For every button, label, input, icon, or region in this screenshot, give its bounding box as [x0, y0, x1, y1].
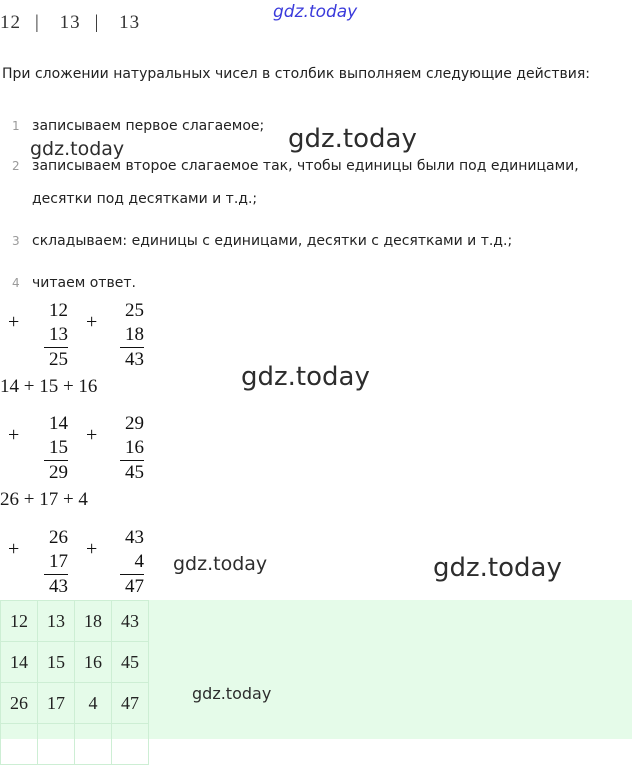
addend-top: 12	[49, 300, 68, 321]
addition-column	[120, 412, 144, 485]
table-cell: 43	[112, 601, 149, 642]
watermark: gdz.today	[30, 138, 125, 160]
sum-result: 25	[44, 347, 68, 372]
table-cell	[1, 724, 38, 765]
table-cell: 15	[38, 642, 75, 683]
step-text: записываем второе слагаемое так, чтобы единицы были под единицами,	[32, 158, 579, 174]
addition-column	[44, 299, 68, 372]
plus-sign: +	[8, 538, 20, 560]
watermark: gdz.today	[288, 124, 417, 154]
sum-result: 43	[120, 347, 144, 372]
addend-top: 43	[125, 527, 144, 548]
table-cell: 18	[75, 601, 112, 642]
step-item	[12, 118, 264, 134]
cut-off-row: 12 | 13 | 13	[0, 12, 141, 33]
sum-result: 29	[44, 460, 68, 485]
table-row	[1, 683, 149, 724]
addend-top: 29	[125, 413, 144, 434]
cut-number: 13	[59, 12, 81, 33]
sum-result: 43	[44, 574, 68, 599]
step-number: 4	[12, 276, 20, 290]
sum-result: 47	[120, 574, 144, 599]
watermark: gdz.today	[192, 684, 272, 703]
sum-result: 45	[120, 460, 144, 485]
cut-number: 13	[119, 12, 141, 33]
table-cell: 47	[112, 683, 149, 724]
step-number: 1	[12, 119, 20, 133]
plus-sign: +	[86, 538, 98, 560]
table-cell: 17	[38, 683, 75, 724]
table-cell	[75, 724, 112, 765]
table-cell: 13	[38, 601, 75, 642]
answer-table	[0, 600, 149, 765]
addition-column	[44, 412, 68, 485]
plus-sign: +	[86, 424, 98, 446]
table-row	[1, 642, 149, 683]
watermark: gdz.today	[241, 362, 370, 392]
table-cell: 14	[1, 642, 38, 683]
plus-sign: +	[8, 311, 20, 333]
step-text-continued: десятки под десятками и т.д.;	[32, 191, 258, 207]
step-number: 3	[12, 234, 20, 248]
table-cell	[112, 724, 149, 765]
addend-bottom: 15	[49, 437, 68, 458]
addend-top: 25	[125, 300, 144, 321]
addend-bottom: 4	[134, 551, 144, 572]
top-watermark: gdz.today	[273, 2, 358, 22]
table-cell: 45	[112, 642, 149, 683]
addend-top: 14	[49, 413, 68, 434]
plus-sign: +	[86, 311, 98, 333]
addend-bottom: 18	[125, 324, 144, 345]
table-cell: 26	[1, 683, 38, 724]
watermark: gdz.today	[433, 553, 562, 583]
step-item	[12, 158, 579, 207]
addend-top: 26	[49, 527, 68, 548]
step-number: 2	[12, 159, 20, 173]
table-row	[1, 724, 149, 765]
table-row	[1, 601, 149, 642]
step-item	[12, 233, 512, 249]
answer-table-panel	[0, 600, 632, 739]
addition-column	[44, 526, 68, 599]
addend-bottom: 17	[49, 551, 68, 572]
intro-text: При сложении натуральных чисел в столбик выполняем следующие действия:	[2, 66, 591, 82]
step-text: читаем ответ.	[32, 275, 136, 291]
addition-column	[120, 299, 144, 372]
addend-bottom: 16	[125, 437, 144, 458]
addition-column	[120, 526, 144, 599]
cut-number: 12	[0, 12, 21, 33]
expression: 26 + 17 + 4	[0, 489, 88, 510]
table-cell	[38, 724, 75, 765]
table-cell: 12	[1, 601, 38, 642]
table-cell: 16	[75, 642, 112, 683]
plus-sign: +	[8, 424, 20, 446]
step-text: записываем первое слагаемое;	[32, 118, 265, 134]
addend-bottom: 13	[49, 324, 68, 345]
step-text: складываем: единицы с единицами, десятки с десятками и т.д.;	[32, 233, 513, 249]
watermark: gdz.today	[173, 553, 268, 575]
expression: 14 + 15 + 16	[0, 376, 98, 397]
table-cell: 4	[75, 683, 112, 724]
step-item	[12, 275, 136, 291]
